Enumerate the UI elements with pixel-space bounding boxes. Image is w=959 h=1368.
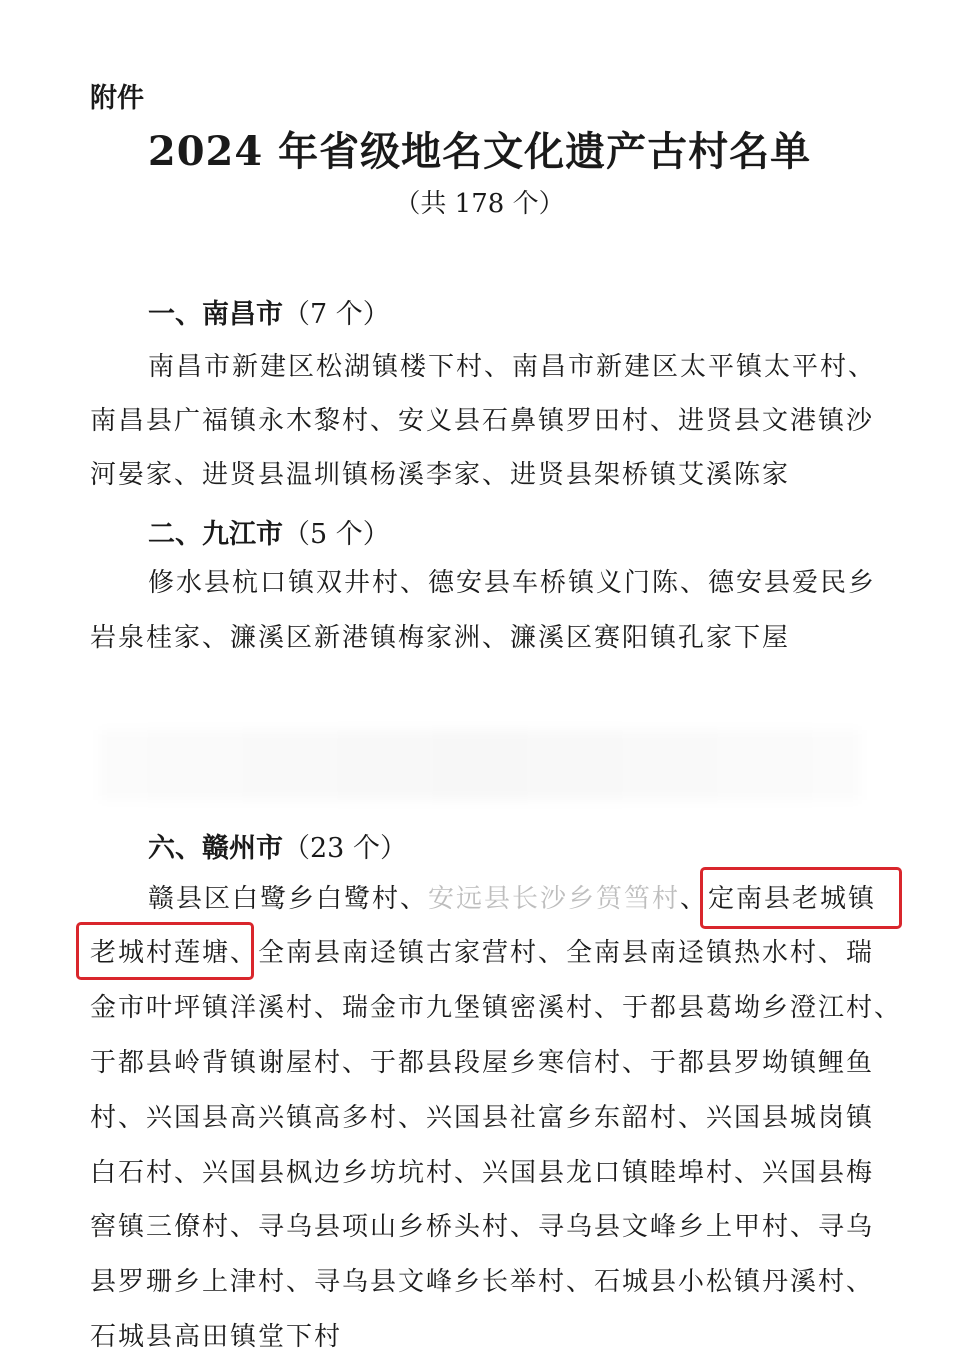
section-heading-title: 二、九江市 xyxy=(148,519,283,550)
text-segment: 、 xyxy=(680,884,709,914)
highlight-box xyxy=(700,867,902,929)
text-line: 石城县高田镇堂下村 xyxy=(90,1322,343,1352)
text-segment: 全南县南迳镇古家营村、全南县南迳镇热水村、瑞 xyxy=(258,938,875,968)
text-line: 河晏家、进贤县温圳镇杨溪李家、进贤县架桥镇艾溪陈家 xyxy=(90,460,791,490)
highlight-box xyxy=(76,922,254,980)
section-heading-title: 六、赣州市 xyxy=(148,833,283,864)
text-line: 金市叶坪镇洋溪村、瑞金市九堡镇密溪村、于都县葛坳乡澄江村、 xyxy=(90,993,903,1023)
text-line: 南昌市新建区松湖镇楼下村、南昌市新建区太平镇太平村、 xyxy=(148,352,877,382)
text-line: 村、兴国县高兴镇高多村、兴国县社富乡东韶村、兴国县城岗镇 xyxy=(90,1103,875,1133)
text-line: 白石村、兴国县枫边乡坊坑村、兴国县龙口镇睦埠村、兴国县梅 xyxy=(90,1158,875,1188)
highlighted-text-segment: 老城村莲塘、 xyxy=(90,938,259,968)
highlighted-text-segment: 定南县老城镇 xyxy=(708,884,877,914)
text-segment: 赣县区白鹭乡白鹭村、 xyxy=(148,884,429,914)
text-line: 县罗珊乡上津村、寻乌县文峰乡长举村、石城县小松镇丹溪村、 xyxy=(90,1267,875,1297)
faded-text-segment: 安远县长沙乡筼筜村 xyxy=(428,884,681,914)
section-heading-title: 一、南昌市 xyxy=(148,299,283,330)
text-line: 窖镇三僚村、寻乌县项山乡桥头村、寻乌县文峰乡上甲村、寻乌 xyxy=(90,1212,875,1242)
attachment-label: 附件 xyxy=(90,83,144,114)
section-heading-count: （23 个） xyxy=(283,833,407,864)
section-heading-nanchang xyxy=(148,292,390,331)
text-line: 于都县岭背镇谢屋村、于都县段屋乡寒信村、于都县罗坳镇鲤鱼 xyxy=(90,1048,875,1078)
blurred-region xyxy=(100,730,860,800)
text-line: 修水县杭口镇双井村、德安县车桥镇义门陈、德安县爱民乡 xyxy=(148,568,877,598)
document-subtitle: （共 178 个） xyxy=(394,189,565,219)
section-heading-count: （5 个） xyxy=(283,519,390,550)
section-heading-ganzhou xyxy=(148,826,407,865)
section-heading-count: （7 个） xyxy=(283,299,390,330)
text-line: 南昌县广福镇永木黎村、安义县石鼻镇罗田村、进贤县文港镇沙 xyxy=(90,406,875,436)
document-title: 2024 年省级地名文化遗产古村名单 xyxy=(147,128,812,175)
section-heading-jiujiang xyxy=(148,512,390,551)
text-line: 岩泉桂家、濂溪区新港镇梅家洲、濂溪区赛阳镇孔家下屋 xyxy=(90,623,791,653)
